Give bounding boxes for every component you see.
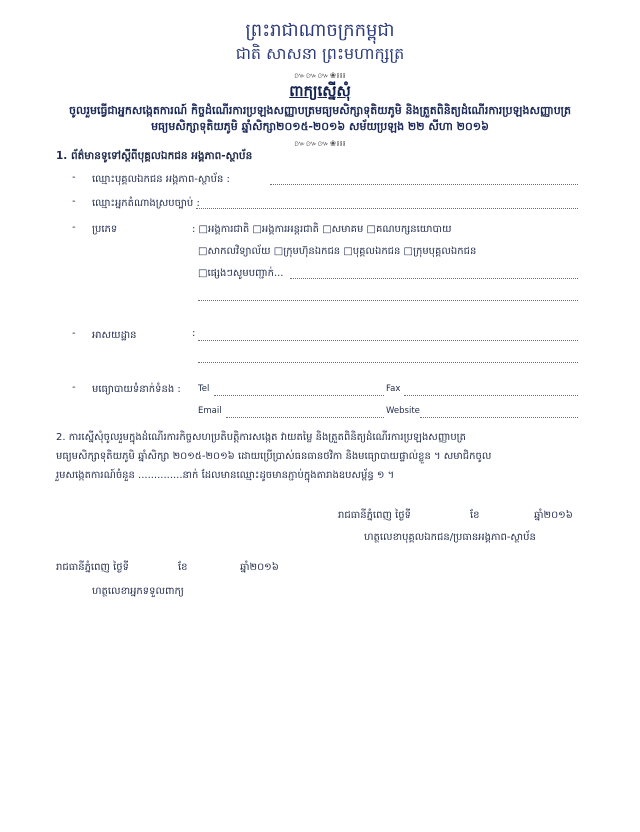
address-label: អាសយដ្ឋាន bbox=[92, 330, 137, 341]
address-field-line2[interactable] bbox=[198, 362, 578, 363]
section2-paragraph bbox=[56, 428, 584, 485]
fax-field[interactable] bbox=[404, 395, 578, 396]
bullet: - bbox=[72, 328, 76, 339]
left-signature-caption: ហត្ថលេខាអ្នកទទួលពាក្យ bbox=[92, 586, 184, 597]
type-other-field-line2[interactable] bbox=[198, 300, 578, 301]
bullet: - bbox=[72, 222, 76, 233]
section2-line2: មធ្យមសិក្សាទុតិយភូមិ ឆ្នាំសិក្សា ២០១៥-២០១៦ ដោយប្រើប្រាស់ធនធានថវិកា និងមធ្យោបាយផ្ទាល់ខ្លួន ។ សមាជិកចូល bbox=[56, 451, 492, 462]
form-title: ពាក្យស្នើសុំ bbox=[289, 82, 351, 100]
type-options-row1[interactable]: : □អង្គការជាតិ □អង្គការអន្តរជាតិ □សមាគម □គណបក្សនយោបាយ bbox=[192, 224, 452, 235]
address-colon: : bbox=[192, 328, 196, 339]
tel-field[interactable] bbox=[214, 395, 384, 396]
right-signature-caption: ហត្ថលេខាបុគ្គលឯកជន/ប្រធានអង្គភាព-ស្ថាប័ន bbox=[364, 532, 536, 543]
form-subtitle-line2: មធ្យមសិក្សាទុតិយភូមិ ឆ្នាំសិក្សា២០១៥-២០១៦ សម័យប្រឡង ២២ សីហា ២០១៦ bbox=[151, 120, 489, 133]
type-options-other[interactable]: □ផ្សេងៗសូមបញ្ជាក់... bbox=[198, 268, 284, 279]
right-date-month: ខែ bbox=[470, 510, 480, 521]
representative-field[interactable] bbox=[196, 208, 578, 209]
left-date-year: ឆ្នាំ២០១៦ bbox=[240, 562, 279, 573]
form-subtitle: ចូលរួមធ្វើជាអ្នកសង្កេតការណ៍ កិច្ចដំណើរការប្រឡងសញ្ញាបត្រមធ្យមសិក្សាទុតិយភូមិ និងត្រួតពិនិត្យដំណើរការប្រឡងសញ្ញាបត្រ bbox=[69, 104, 571, 117]
bullet: - bbox=[72, 172, 76, 183]
type-options-row2[interactable]: □សាកលវិទ្យាល័យ □ក្រុមហ៊ុនឯកជន □បុគ្គលឯកជន □ក្រុមបុគ្គលឯកជន bbox=[198, 246, 477, 257]
ornament-divider: ៚៚៚❀៛៛៛ bbox=[294, 71, 346, 80]
type-other-field[interactable] bbox=[290, 278, 578, 279]
representative-label: ឈ្មោះអ្នកតំណាងស្របច្បាប់ : bbox=[92, 198, 200, 209]
section2-line3: រួមសង្កេតការណ៍ចំនួន ..............នាក់ ដែលមានឈ្មោះដូចមានភ្ជាប់ក្នុងតារាងឧបសម្ព័ន្ធ ១ ។ bbox=[56, 470, 395, 481]
type-label: ប្រភេទ bbox=[92, 224, 118, 235]
right-date-place: រាជធានីភ្នំពេញ ថ្ងៃទី bbox=[338, 510, 412, 521]
entity-name-field[interactable] bbox=[270, 184, 578, 185]
left-date-place: រាជធានីភ្នំពេញ ថ្ងៃទី bbox=[56, 562, 130, 573]
right-date-year: ឆ្នាំ២០១៦ bbox=[534, 510, 573, 521]
contact-label: មធ្យោបាយទំនាក់ទំនង : bbox=[92, 384, 181, 395]
website-field[interactable] bbox=[420, 417, 578, 418]
left-date-month: ខែ bbox=[178, 562, 188, 573]
tel-label: Tel bbox=[198, 384, 210, 394]
section2-line1: 2. ការស្នើសុំចូលរួមក្នុងដំណើរការកិច្ចសហប្រតិបត្តិការសង្កេត វាយតម្លៃ និងត្រួតពិនិត្យដំណើរការប្រឡងសញ្ញាបត្រ bbox=[56, 432, 466, 443]
kingdom-heading: ព្រះរាជាណាចក្រកម្ពុជា bbox=[245, 20, 395, 41]
email-label: Email bbox=[198, 406, 222, 416]
national-motto: ជាតិ សាសនា ព្រះមហាក្សត្រ bbox=[235, 44, 405, 63]
email-field[interactable] bbox=[226, 417, 384, 418]
ornament-divider: ៚៚៚❀៛៛៛ bbox=[294, 139, 346, 148]
bullet: - bbox=[72, 196, 76, 207]
bullet: - bbox=[72, 382, 76, 393]
fax-label: Fax bbox=[386, 384, 401, 394]
address-field[interactable] bbox=[198, 340, 578, 341]
entity-name-label: ឈ្មោះបុគ្គលឯកជន អង្គភាព-ស្ថាប័ន : bbox=[92, 174, 230, 185]
section1-heading: 1. ព័ត៌មានទូទៅស្តីពីបុគ្គលឯកជន អង្គភាព-ស្ថាប័ន bbox=[56, 150, 253, 162]
website-label: Website bbox=[386, 406, 420, 416]
